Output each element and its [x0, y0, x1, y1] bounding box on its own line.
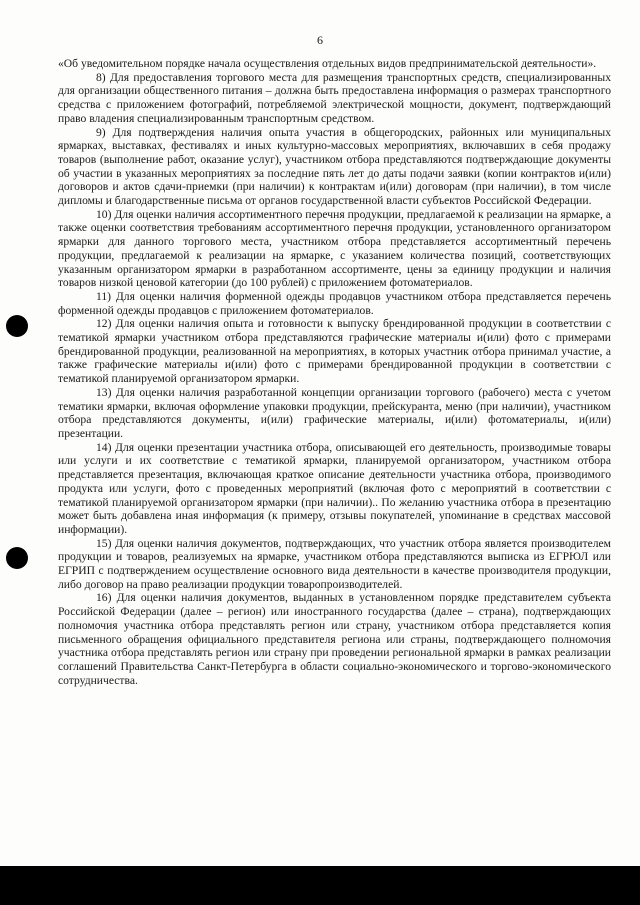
scan-bottom-edge: [0, 866, 640, 905]
page-number: 6: [317, 33, 323, 47]
document-body: [58, 57, 611, 687]
paragraph-item-9: 9) Для подтверждения наличия опыта участия в общегородских, районных или муниципальных ярмарках, выставках, фестивалях и иных культурно-массовых мероприятиях, включавших в себя продажу товаров (выполнение работ, оказание услуг), участником отбора представляются подтверждающие документы об участии в указанных мероприятиях за последние пять лет до даты подачи заявки (копии контрактов и(или) договоров и актов сдачи-приемки (при наличии) к контрактам и(или) договорам (при наличии), в том числе дипломы и благодарственные письма от органов государственной власти субъектов Российской Федерации.: [58, 125, 611, 208]
paragraph-item-16: 16) Для оценки наличия документов, выданных в установленном порядке представителем субъекта Российской Федерации (далее – регион) или иностранного государства (далее – страна), подтверждающих полномочия участника отбора представлять регион или страну, участником отбора представляется копия письменного обращения официального представителя региона или страны, подтверждающего полномочия участника отбора представлять регион или страну при проведении региональной ярмарки в рамках реализации соглашений Правительства Санкт-Петербурга в области социально-экономического и торгово-экономического сотрудничества.: [58, 591, 611, 687]
paragraph-continuation: «Об уведомительном порядке начала осуществления отдельных видов предпринимательской деятельности».: [58, 57, 597, 70]
paragraph-item-10: 10) Для оценки наличия ассортиментного перечня продукции, предлагаемой к реализации на ярмарке, а также оценки соответствия требованиям ассортиментного перечня продукции, установленного организатором ярмарки для данного торгового места, участником отбора представляется ассортиментный перечень продукции, предлагаемой к реализации на ярмарке, с указанием количества позиций, соответствующих указанным организатором ярмарки в разработанном ассортименте, цены за единицу продукции и наличия товаров низкой ценовой категории (до 100 рублей) с приложением фотоматериалов.: [58, 207, 611, 290]
paragraph-item-8: 8) Для предоставления торгового места для размещения транспортных средств, специализированных для организации общественного питания – должна быть предоставлена информация о размерах транспортного средства с приложением фотографий, потребляемой электрической мощности, документ, подтверждающий право владения специализированным транспортным средством.: [58, 70, 611, 125]
punch-hole-lower: [6, 547, 28, 569]
paragraph-item-12: 12) Для оценки наличия опыта и готовности к выпуску брендированной продукции в соответствии с тематикой ярмарки участником отбора представляются графические материалы и(или) фото с примерами брендированной продукции, реализованной на мероприятиях, в которых участник отбора принимал участие, а также графические материалы и(или) фото с примерами брендированной продукции в соответствии с тематикой планируемой организатором ярмарки.: [58, 317, 611, 386]
paragraph-item-13: 13) Для оценки наличия разработанной концепции организации торгового (рабочего) места с учетом тематики ярмарки, включая оформление упаковки продукции, прейскуранта, меню (при наличии), участником отбора представляются документы, и(или) графические материалы, и(или) фотоматериалы, и(или) презентации.: [58, 385, 611, 440]
punch-hole-upper: [6, 315, 28, 337]
paragraph-item-14: 14) Для оценки презентации участника отбора, описывающей его деятельность, производимые товары или услуги и их соответствие с тематикой ярмарки, планируемой организатором, участником отбора представляется презентация, включающая краткое описание деятельности участника отбора, производимого продукта или услуги, фото с проведенных мероприятий (включая фото с мероприятий в соответствии с тематикой планируемой организатором ярмарки (при наличии).. По желанию участника отбора в презентацию может быть добавлена иная информация (к примеру, отзывы покупателей, упоминание в средствах массовой информации).: [58, 440, 611, 536]
paragraph-item-11: 11) Для оценки наличия форменной одежды продавцов участником отбора представляется перечень форменной одежды продавцов с приложением фотоматериалов.: [58, 289, 611, 317]
paragraph-item-15: 15) Для оценки наличия документов, подтверждающих, что участник отбора является производителем продукции и товаров, реализуемых на ярмарке, участником отбора представляются выписка из ЕГРЮЛ или ЕГРИП с подтверждением осуществление основного вида деятельности в качестве производителя продукции, либо договор на право реализации продукции товаропроизводителей.: [58, 536, 611, 591]
